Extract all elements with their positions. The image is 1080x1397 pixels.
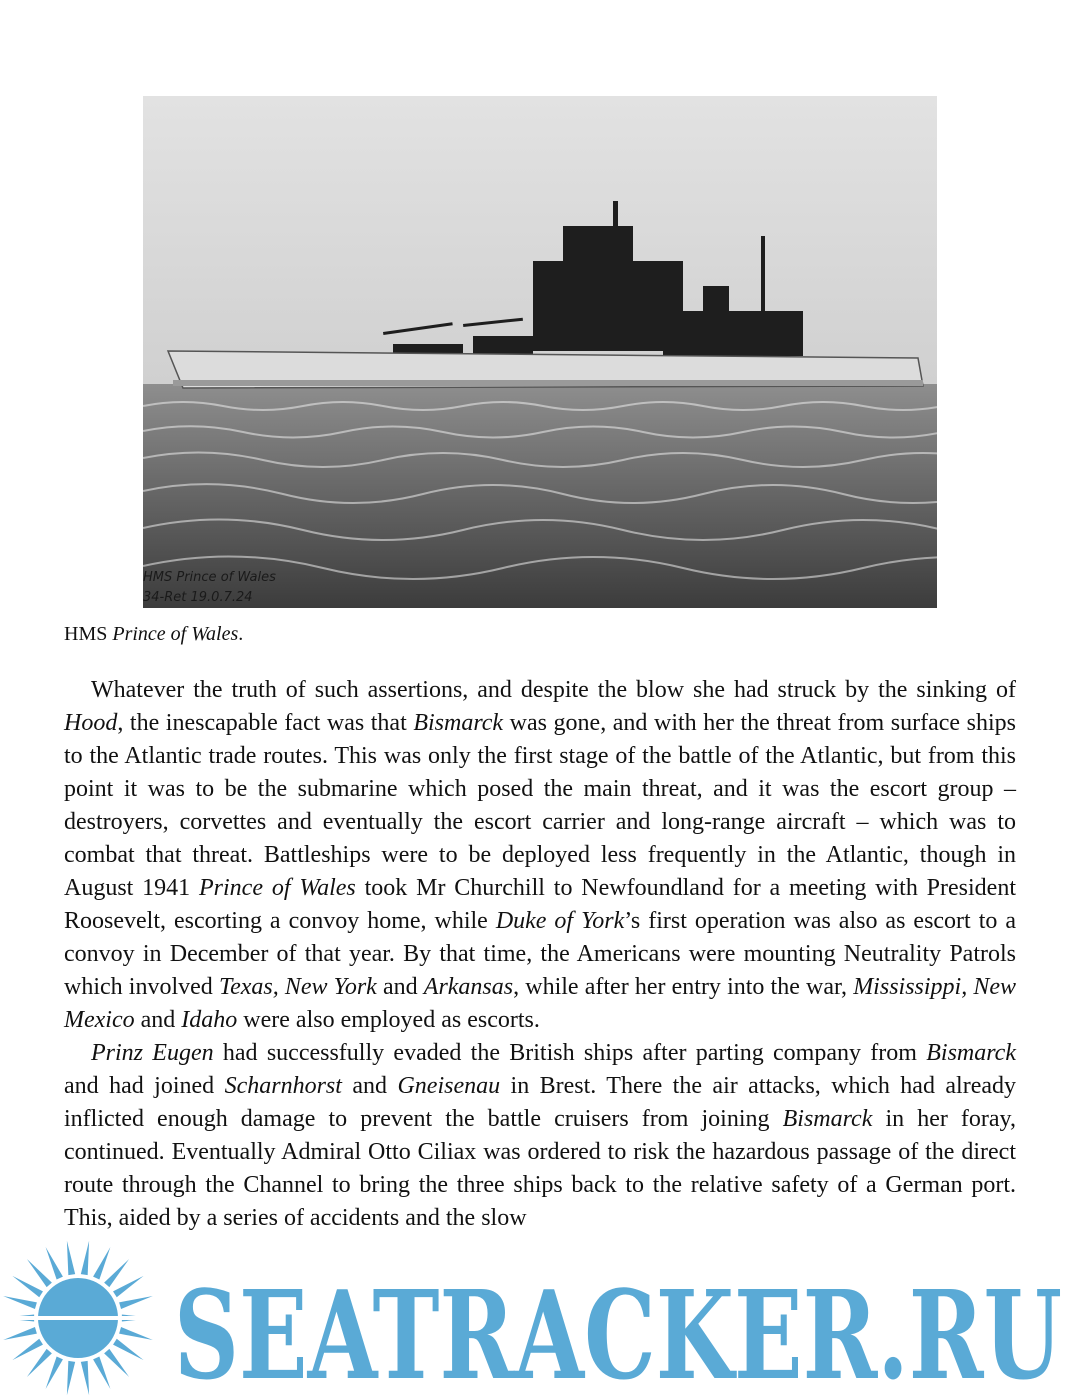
- italic-title: Arkansas: [423, 974, 514, 1000]
- text-run: took Mr Churchill to Newfoundland for a meeting with President Roosevelt, escorting a convoy home, while: [64, 875, 1017, 934]
- text-run: and: [134, 1007, 182, 1033]
- italic-title: Bismarck: [413, 710, 504, 736]
- text-run: in Brest. There the air attacks, which had already inflicted enough damage to prevent the battle cruisers from joining: [64, 1073, 1017, 1132]
- sun-ray: [104, 1259, 129, 1287]
- italic-title: Prince of Wales: [199, 875, 356, 901]
- sun-ray: [12, 1339, 43, 1360]
- italic-title: Scharnhorst: [224, 1073, 342, 1099]
- body-text: [64, 674, 1016, 1235]
- italic-title: Gneisenau: [397, 1073, 501, 1099]
- caption-suffix: .: [238, 623, 244, 645]
- text-run: , while after her entry into the war,: [513, 974, 854, 1000]
- sun-ray: [46, 1356, 63, 1388]
- sun-ray: [93, 1356, 110, 1388]
- photo-inscription-line-1: HMS Prince of Wales: [143, 570, 276, 585]
- text-run: and had joined: [64, 1073, 225, 1099]
- sun-ray: [0, 1315, 34, 1322]
- text-run: ’s first operation was also as escort to a convoy in December of that year. By that time, the Americans were mounting Neutrality Patrols which involved: [64, 908, 1017, 1000]
- sun-ray: [113, 1339, 144, 1360]
- sun-icon: [0, 1241, 160, 1395]
- italic-title: Texas, New York: [218, 974, 377, 1000]
- italic-title: Duke of York: [495, 908, 625, 934]
- photo-caption: [64, 621, 243, 647]
- text-run: were also employed as escorts.: [237, 1007, 540, 1033]
- text-run: , the inescapable fact was that: [117, 710, 414, 736]
- sun-ray: [27, 1259, 52, 1287]
- italic-title: Bismarck: [782, 1106, 873, 1132]
- sun-ray: [104, 1349, 129, 1377]
- sun-ray: [113, 1276, 144, 1297]
- italic-title: Bismarck: [926, 1040, 1016, 1066]
- text-run: was gone, and with her the threat from surface ships to the Atlantic trade routes. This was only the first stage of the battle of the Atlantic, but from this point it was to be the submarine which posed the main threat, and it was the escort group – destroyers, corvettes and eventually the escort carrier and long-range aircraft – which was to combat that threat. Battleships were to be deployed less frequently in the Atlantic, though in August 1941: [64, 710, 1016, 901]
- paragraph-1: [64, 674, 1016, 1037]
- text-run: Whatever the truth of such assertions, and despite the blow she had struck by the sinking of: [91, 677, 1016, 703]
- text-run: and: [341, 1073, 398, 1099]
- sun-ray: [122, 1315, 156, 1322]
- watermark: [0, 1238, 1080, 1397]
- sun-ray: [93, 1247, 110, 1279]
- sun-ray: [67, 1361, 75, 1395]
- text-run: and: [376, 974, 424, 1000]
- sun-ray: [81, 1361, 89, 1395]
- italic-title: Prinz Eugen: [91, 1040, 214, 1066]
- sun-ray: [3, 1296, 37, 1309]
- sun-ray: [3, 1327, 37, 1340]
- ship-photograph: [143, 96, 937, 608]
- italic-title: Idaho: [181, 1007, 238, 1033]
- sun-horizon: [0, 1316, 160, 1320]
- italic-title: Mississippi, New Mexico: [64, 974, 1017, 1033]
- italic-title: Hood: [64, 710, 118, 736]
- text-run: in her foray, continued. Eventually Admiral Otto Ciliax was ordered to risk the hazardous passage of the direct route through the Channel to bring the three ships back to the relative safety of a German port. This, aided by a series of accidents and the slow: [64, 1106, 1017, 1231]
- sun-ray: [12, 1276, 43, 1297]
- sun-ray: [119, 1327, 153, 1340]
- sun-ray: [119, 1296, 153, 1309]
- text-run: had successfully evaded the British ships after parting company from: [213, 1040, 927, 1066]
- caption-prefix: HMS: [64, 623, 113, 645]
- sun-ray: [67, 1241, 75, 1275]
- sun-ray: [27, 1349, 52, 1377]
- watermark-text: SEATRACKER.RU: [174, 1263, 1062, 1397]
- sun-ray: [46, 1247, 63, 1279]
- photo-inscription-line-2: 34-Ret 19.0.7.24: [143, 590, 253, 605]
- sun-ray: [81, 1241, 89, 1275]
- caption-ship-name: Prince of Wales: [112, 623, 239, 645]
- paragraph-2: [64, 1037, 1016, 1235]
